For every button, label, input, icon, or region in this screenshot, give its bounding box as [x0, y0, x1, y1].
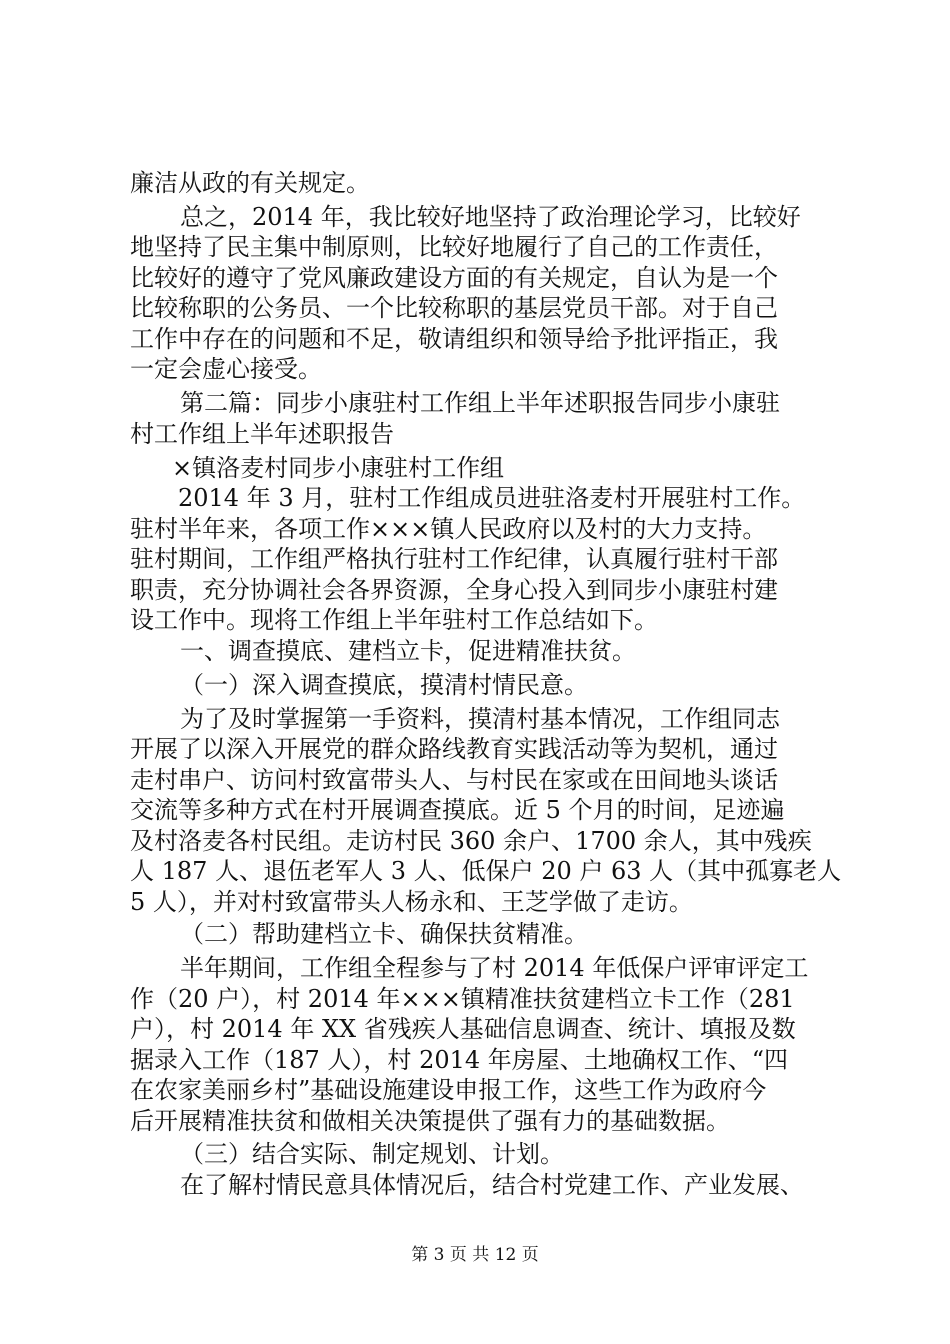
- text-line: 一、调查摸底、建档立卡，促进精准扶贫。: [180, 637, 636, 665]
- text-line: 后开展精准扶贫和做相关决策提供了强有力的基础数据。: [130, 1107, 730, 1135]
- text-line: 总之，2014 年，我比较好地坚持了政治理论学习，比较好: [180, 203, 801, 231]
- text-line: （二）帮助建档立卡、确保扶贫精准。: [180, 920, 588, 948]
- text-line: 驻村半年来，各项工作×××镇人民政府以及村的大力支持。: [130, 515, 767, 543]
- text-line: 人 187 人、退伍老军人 3 人、低保户 20 户 63 人（其中孤寡老人: [130, 857, 842, 885]
- text-line: 驻村期间，工作组严格执行驻村工作纪律，认真履行驻村干部: [130, 545, 778, 573]
- text-line: 5 人），并对村致富带头人杨永和、王芝学做了走访。: [130, 888, 693, 916]
- text-line: 开展了以深入开展党的群众路线教育实践活动等为契机，通过: [130, 735, 778, 763]
- text-line: 为了及时掌握第一手资料，摸清村基本情况，工作组同志: [180, 705, 780, 733]
- text-line: ×镇洛麦村同步小康驻村工作组: [172, 454, 505, 482]
- text-line: 走村串户、访问村致富带头人、与村民在家或在田间地头谈话: [130, 766, 778, 794]
- text-line: 比较称职的公务员、一个比较称职的基层党员干部。对于自己: [130, 294, 778, 322]
- text-line: 在了解村情民意具体情况后，结合村党建工作、产业发展、: [180, 1171, 804, 1199]
- text-line: 设工作中。现将工作组上半年驻村工作总结如下。: [130, 606, 658, 634]
- text-line: 第二篇：同步小康驻村工作组上半年述职报告同步小康驻: [180, 389, 780, 417]
- text-line: （一）深入调查摸底，摸清村情民意。: [180, 671, 588, 699]
- text-line: 村工作组上半年述职报告: [130, 420, 394, 448]
- text-line: 职责，充分协调社会各界资源，全身心投入到同步小康驻村建: [130, 576, 778, 604]
- text-line: 作（20 户），村 2014 年×××镇精准扶贫建档立卡工作（281: [130, 985, 795, 1013]
- text-line: （三）结合实际、制定规划、计划。: [180, 1140, 564, 1168]
- text-line: 比较好的遵守了党风廉政建设方面的有关规定，自认为是一个: [130, 264, 778, 292]
- text-line: 据录入工作（187 人），村 2014 年房屋、土地确权工作、“四: [130, 1046, 789, 1074]
- text-line: 廉洁从政的有关规定。: [130, 169, 370, 197]
- text-line: 户），村 2014 年 XX 省残疾人基础信息调查、统计、填报及数: [130, 1015, 796, 1043]
- text-line: 及村洛麦各村民组。走访村民 360 余户、1700 余人，其中残疾: [130, 827, 812, 855]
- text-line: 一定会虚心接受。: [130, 355, 322, 383]
- text-line: 交流等多种方式在村开展调查摸底。近 5 个月的时间，足迹遍: [130, 796, 785, 824]
- text-line: 地坚持了民主集中制原则，比较好地履行了自己的工作责任，: [130, 233, 778, 261]
- page-footer: 第 3 页 共 12 页: [411, 1245, 539, 1265]
- text-line: 半年期间，工作组全程参与了村 2014 年低保户评审评定工: [180, 954, 809, 982]
- text-line: 工作中存在的问题和不足，敬请组织和领导给予批评指正，我: [130, 325, 778, 353]
- text-line: 2014 年 3 月，驻村工作组成员进驻洛麦村开展驻村工作。: [178, 484, 806, 512]
- text-line: 在农家美丽乡村”基础设施建设申报工作，这些工作为政府今: [130, 1076, 767, 1104]
